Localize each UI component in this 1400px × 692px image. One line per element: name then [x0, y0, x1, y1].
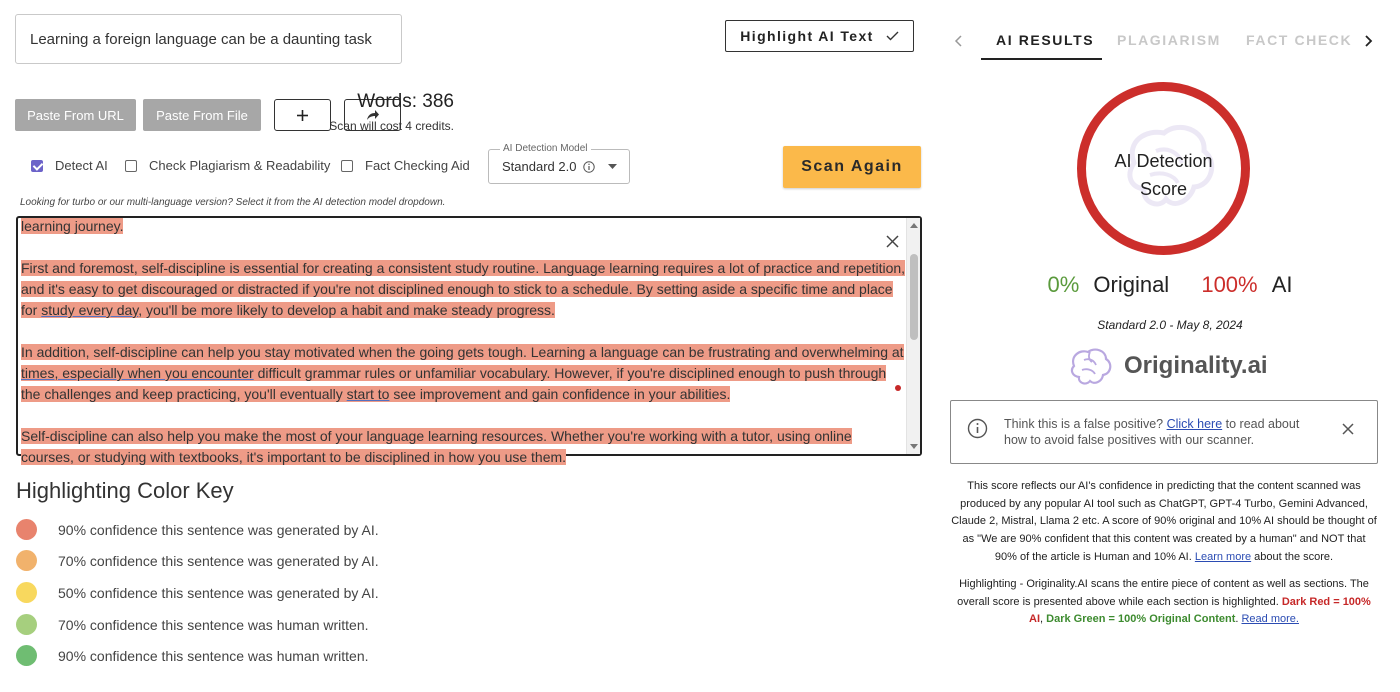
- paste-from-url-label: Paste From URL: [27, 107, 124, 123]
- plus-icon: [296, 109, 309, 122]
- close-icon[interactable]: [1342, 423, 1354, 435]
- color-key-label: 70% confidence this sentence was human written.: [58, 616, 369, 633]
- color-key-item: [16, 614, 369, 635]
- ai-score-label-line: AI Detection: [1114, 151, 1213, 171]
- fp-text-segment: Think this is a false positive?: [1004, 417, 1167, 431]
- highlighted-sentence: Self-discipline can also help you make the most of your language learning resources. Whether you're working with a tutor, using online courses, or studying with textbooks, it's important to be disciplined in how you use them.: [21, 428, 852, 465]
- detect-ai-checkbox[interactable]: [31, 160, 43, 172]
- title-input[interactable]: [15, 14, 402, 64]
- detect-ai-option[interactable]: [31, 158, 108, 173]
- explanation-text: This score reflects our AI's confidence in predicting that the content scanned was produced by any popular AI tool such as ChatGPT, GPT-4 Turbo, Gemini Advanced, Claude 2, Mistral, Llama 2 etc. A score of 90% original and 10% AI should be thought of as "We are 90% confident that this content was created by a human" and NOT that 90% of the article is Human and 10% AI.: [951, 480, 1377, 563]
- chevron-right-icon[interactable]: [1365, 35, 1373, 47]
- word-count: Words: 386: [357, 91, 454, 112]
- ai-score-label: [1086, 147, 1241, 203]
- ai-percent: 100%: [1201, 272, 1258, 297]
- fact-check-label: Fact Checking Aid: [365, 158, 470, 173]
- color-key-item: [16, 645, 369, 666]
- explanation-text: ,: [1040, 613, 1047, 626]
- color-key-label: 50% confidence this sentence was generated by AI.: [58, 584, 379, 601]
- model-select-value: Standard 2.0: [502, 159, 577, 174]
- fact-check-checkbox[interactable]: [341, 160, 353, 172]
- score-summary: [940, 272, 1400, 298]
- paragraph: [21, 342, 906, 405]
- brand-name: Originality.ai: [1124, 352, 1268, 379]
- color-key-label: 90% confidence this sentence was generated by AI.: [58, 521, 379, 538]
- text-editor[interactable]: [16, 216, 922, 465]
- dark-green-legend: Dark Green = 100% Original Content: [1046, 613, 1236, 626]
- color-key-label: 90% confidence this sentence was human written.: [58, 647, 369, 664]
- explanation-text: about the score.: [1251, 550, 1334, 563]
- color-key-item: [16, 550, 379, 571]
- color-dot-icon: [16, 582, 37, 603]
- add-button[interactable]: [274, 99, 331, 131]
- color-key-title: Highlighting Color Key: [16, 478, 234, 503]
- score-explanation: [950, 478, 1378, 567]
- info-icon[interactable]: [583, 161, 595, 173]
- false-positive-notice: [950, 400, 1378, 464]
- paragraph: [21, 216, 906, 237]
- paste-from-file-label: Paste From File: [156, 107, 248, 123]
- text-segment: see improvement and gain confidence in your abilities.: [389, 386, 731, 402]
- plagiarism-label: Check Plagiarism & Readability: [149, 158, 331, 173]
- editor-content[interactable]: [21, 216, 906, 489]
- editor-scrollbar[interactable]: [906, 218, 920, 454]
- paste-from-file-button[interactable]: [143, 99, 261, 131]
- ai-label: AI: [1271, 272, 1293, 297]
- paragraph: [21, 426, 906, 468]
- plagiarism-checkbox[interactable]: [125, 160, 137, 172]
- fact-check-option[interactable]: [341, 158, 470, 173]
- model-date: Standard 2.0 - May 8, 2024: [1097, 318, 1243, 332]
- detect-ai-label: Detect AI: [55, 158, 108, 173]
- chevron-left-icon[interactable]: [954, 35, 962, 47]
- checkmark-icon: [886, 31, 899, 41]
- scan-again-button[interactable]: [783, 146, 921, 188]
- text-segment: , you'll be more likely to develop a habit and make steady progress.: [138, 302, 555, 318]
- color-dot-icon: [16, 645, 37, 666]
- fp-text-segment: to read about how to avoid false positives with our scanner.: [1004, 417, 1300, 447]
- color-dot-icon: [16, 550, 37, 571]
- original-percent: 0%: [1047, 272, 1080, 297]
- explanation-text: .: [1235, 613, 1242, 626]
- highlighting-explanation: [950, 576, 1378, 629]
- scroll-up-icon[interactable]: [910, 223, 918, 228]
- active-tab-indicator: [981, 58, 1102, 60]
- scroll-thumb[interactable]: [910, 254, 918, 340]
- paste-from-url-button[interactable]: [15, 99, 136, 131]
- model-select[interactable]: [488, 149, 630, 184]
- highlighted-sentence: [21, 260, 905, 318]
- plagiarism-option[interactable]: [125, 158, 330, 173]
- tab-plagiarism[interactable]: PLAGIARISM: [1117, 32, 1221, 48]
- dark-red-legend: Dark Red = 100% AI: [1029, 595, 1371, 626]
- color-key-label: 70% confidence this sentence was generated by AI.: [58, 552, 379, 569]
- color-dot-icon: [16, 614, 37, 635]
- flagged-phrase: start to: [346, 386, 390, 402]
- ai-score-ring: [1077, 82, 1250, 255]
- tab-ai-results[interactable]: AI RESULTS: [996, 32, 1095, 48]
- flagged-phrase: times, especially when you encounter: [21, 365, 254, 381]
- original-label: Original: [1093, 272, 1170, 297]
- color-key-item: [16, 582, 379, 603]
- color-key-item: [16, 519, 379, 540]
- text-segment: difficult grammar rules or unfamiliar vocabulary. However, if you're disciplined enough to push through the challenges and keep practicing, you'll eventually: [21, 365, 887, 402]
- tab-fact-check[interactable]: FACT CHECK: [1246, 32, 1353, 48]
- model-select-legend: AI Detection Model: [500, 143, 591, 154]
- ai-score-label-line: Score: [1139, 179, 1188, 199]
- text-segment: In addition, self-discipline can help you stay motivated when the going gets tough. Learning a language can be frustrating and overwhelming at: [21, 344, 904, 360]
- text-segment: First and foremost, self-discipline is essential for creating a consistent study routine. Language learning requires a lot of practice and repetition, and it's easy to get discouraged or distracted if you're not disciplined enough to stick to a schedule. By setting aside a specific time and place for: [21, 260, 906, 318]
- brain-logo-icon: [1066, 346, 1114, 386]
- paragraph: [21, 258, 906, 321]
- learn-more-link[interactable]: Learn more: [1194, 550, 1252, 563]
- explanation-text: Highlighting - Originality.AI scans the entire piece of content as well as sections. The overall score is presented above while each section is highlighted.: [957, 578, 1369, 608]
- clear-text-icon[interactable]: [886, 235, 899, 248]
- caret-down-icon: [608, 164, 617, 170]
- results-panel: [940, 0, 1400, 692]
- highlight-ai-text-label: Highlight AI Text: [740, 28, 874, 44]
- title-input-value: Learning a foreign language can be a daunting task: [30, 30, 372, 48]
- model-hint: Looking for turbo or our multi-language version? Select it from the AI detection model dropdown.: [20, 197, 446, 208]
- originality-logo: [1066, 346, 1268, 386]
- false-positive-text: [1004, 416, 1324, 448]
- highlight-ai-text-button[interactable]: [725, 20, 914, 52]
- spelling-marker: [895, 385, 901, 391]
- info-circle-icon: [967, 418, 988, 439]
- scan-again-label: Scan Again: [801, 158, 903, 175]
- scroll-down-icon[interactable]: [910, 444, 918, 449]
- read-more-link[interactable]: Read more.: [1241, 613, 1299, 626]
- false-positive-link[interactable]: Click here: [1166, 417, 1223, 431]
- highlighted-sentence: learning journey.: [21, 218, 124, 234]
- scan-cost: Scan will cost 4 credits.: [329, 119, 454, 133]
- highlighted-sentence: [21, 344, 904, 402]
- flagged-phrase: study every day: [41, 302, 139, 318]
- color-dot-icon: [16, 519, 37, 540]
